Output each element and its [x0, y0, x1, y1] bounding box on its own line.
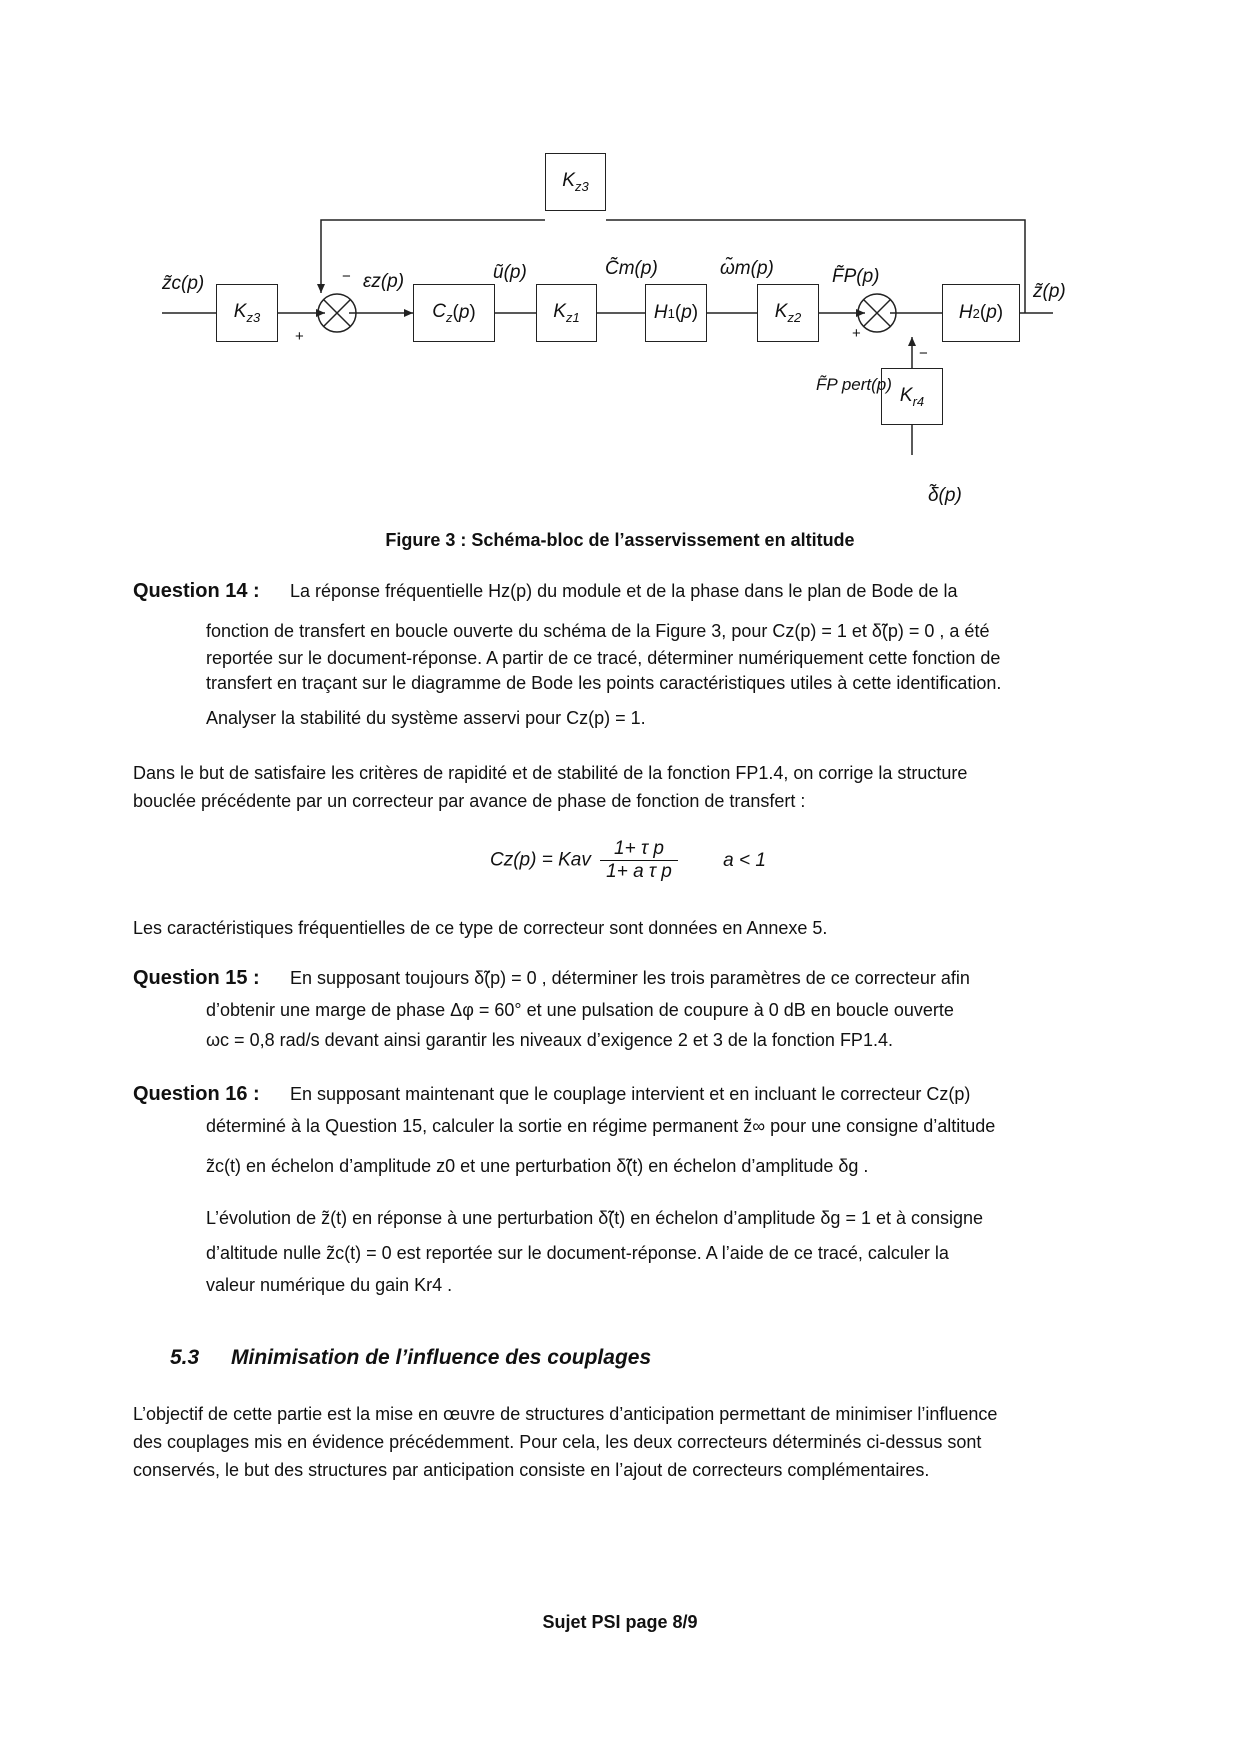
objective-line1: L’objectif de cette partie est la mise en œuvre de structures d’anticipation permettant de minimiser l’influence	[133, 1404, 998, 1424]
block-diagram	[150, 165, 1100, 535]
section-number: 5.3	[170, 1346, 200, 1369]
q14-label: Question 14 :	[133, 580, 260, 602]
block-kz3-prefilter: $K_{z3}$	[216, 284, 278, 342]
objective-line2: des couplages mis en évidence précédemment. Pour cela, les deux correcteurs déterminés ci-dessus sont	[133, 1432, 982, 1452]
q16-line6: valeur numérique du gain Kr4 .	[206, 1275, 453, 1295]
block-kz2: $K_{z2}$	[757, 284, 819, 342]
q14-line3: reportée sur le document-réponse. A partir de ce tracé, déterminer numériquement cette fonction de	[206, 648, 1001, 668]
block-h2: H 2 ( p )	[942, 284, 1020, 342]
q14-line1: La réponse fréquentielle Hz(p) du module et de la phase dans le plan de Bode de la	[290, 581, 958, 601]
q16-line5: d’altitude nulle z̃c(t) = 0 est reportée sur le document-réponse. A l’aide de ce tracé, calculer la	[206, 1243, 949, 1263]
q15-line1: En supposant toujours δ̃(p) = 0 , déterminer les trois paramètres de ce correcteur afin	[290, 968, 970, 988]
block-h1: H 1 ( p )	[645, 284, 707, 342]
formula-lhs: Cz(p) = Kav	[490, 849, 591, 871]
q16-line4: L’évolution de z̃(t) en réponse à une perturbation δ̃(t) en échelon d’amplitude δg = 1 et à consigne	[206, 1208, 984, 1228]
section-title: Minimisation de l’influence des couplages	[231, 1346, 652, 1369]
annex-line: Les caractéristiques fréquentielles de ce type de correcteur sont données en Annexe 5.	[133, 918, 828, 938]
lead-compensator-formula	[490, 838, 766, 883]
sign-plus-1: +	[295, 328, 304, 345]
q16-line1: En supposant maintenant que le couplage intervient et en incluant le correcteur Cz(p)	[290, 1084, 971, 1104]
intro-line1: Dans le but de satisfaire les critères de rapidité et de stabilité de la fonction FP1.4, on corrige la structure	[133, 763, 968, 783]
page-footer: Sujet PSI page 8/9	[542, 1612, 698, 1632]
signal-zc: z̃c(p)	[162, 273, 205, 294]
block-kr4: $K_{r4}$	[881, 368, 943, 425]
formula-fraction	[600, 838, 678, 883]
signal-fp: F̃P(p)	[832, 266, 880, 287]
block-kz3-feedback: $K_{z3}$	[545, 153, 606, 211]
figure-caption: Figure 3 : Schéma-bloc de l’asservissement en altitude	[385, 530, 855, 550]
signal-wm: ω̃m(p)	[720, 258, 774, 279]
q14-line5: Analyser la stabilité du système asservi pour Cz(p) = 1.	[206, 708, 646, 728]
objective-line3: conservés, le but des structures par anticipation consiste en l’ajout de correcteurs complémentaires.	[133, 1460, 930, 1480]
sign-minus-1: −	[342, 268, 351, 285]
signal-cm: C̃m(p)	[605, 258, 658, 279]
signal-u: ũ(p)	[493, 262, 527, 283]
signal-delta: δ̃(p)	[928, 485, 962, 506]
section-heading	[170, 1346, 651, 1370]
formula-numerator: 1+ τ p	[600, 838, 678, 861]
q14-line2: fonction de transfert en boucle ouverte du schéma de la Figure 3, pour Cz(p) = 1 et δ̃(p) = 0 , a été	[206, 621, 990, 641]
formula-denominator: 1+ a τ p	[606, 861, 672, 882]
q16-label: Question 16 :	[133, 1083, 260, 1105]
diagram-wiring	[150, 165, 1100, 535]
sign-minus-2: −	[919, 345, 928, 362]
q15-line3: ωc = 0,8 rad/s devant ainsi garantir les niveaux d’exigence 2 et 3 de la fonction FP1.4.	[206, 1030, 893, 1050]
signal-fp-pert: F̃P pert(p)	[816, 375, 892, 394]
formula-condition: a < 1	[723, 849, 766, 871]
sign-plus-2: +	[852, 325, 861, 342]
q14-line4: transfert en traçant sur le diagramme de Bode les points caractéristiques utiles à cette identification.	[206, 673, 1002, 693]
q15-line2: d’obtenir une marge de phase Δφ = 60° et une pulsation de coupure à 0 dB en boucle ouverte	[206, 1000, 954, 1020]
q15-label: Question 15 :	[133, 967, 260, 989]
q16-line3: z̃c(t) en échelon d’amplitude z0 et une perturbation δ̃(t) en échelon d’amplitude δg .	[206, 1156, 869, 1176]
signal-epsilon: εz(p)	[363, 271, 405, 292]
block-kz1: $K_{z1}$	[536, 284, 597, 342]
block-cz: $C_z$ ( p )	[413, 284, 495, 342]
q16-line2: déterminé à la Question 15, calculer la sortie en régime permanent z̃∞ pour une consigne d’altitude	[206, 1116, 996, 1136]
signal-z: z̃(p)	[1033, 281, 1066, 302]
intro-line2: bouclée précédente par un correcteur par avance de phase de fonction de transfert :	[133, 791, 806, 811]
